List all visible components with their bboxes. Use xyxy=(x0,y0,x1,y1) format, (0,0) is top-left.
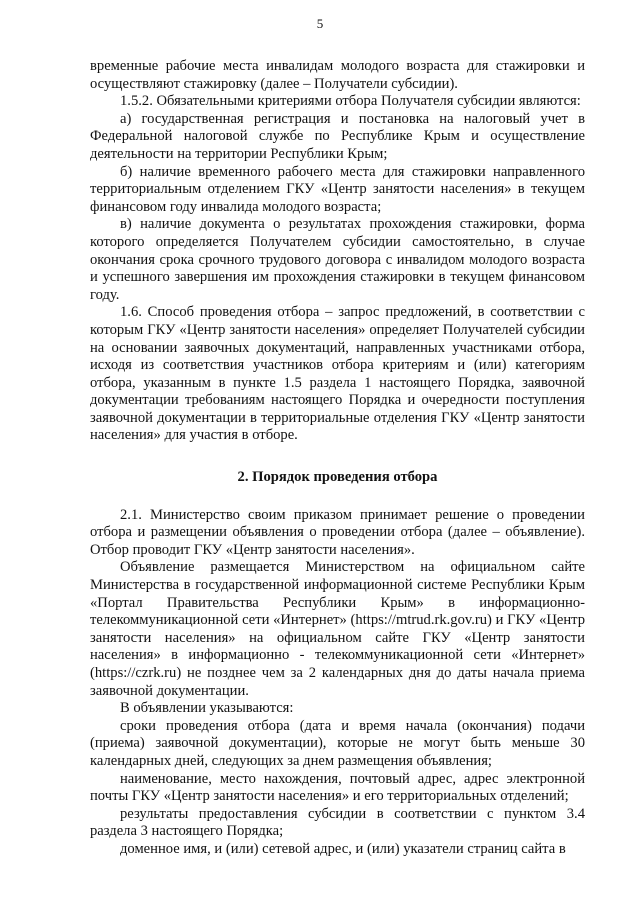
paragraph-2-1: 2.1. Министерство своим приказом принимает решение о проведении отбора и размещении объявления о проведении отбора (далее – объявление). Отбор проводит ГКУ «Центр занятости населения». xyxy=(90,506,585,558)
paragraph-announcement: Объявление размещается Министерством на официальном сайте Министерства в государственной информационной системе Республики Крым «Портал Правительства Республики Крым» в информационно-телекоммуникационной сети «Интернет» (https://mtrud.rk.gov.ru) и ГКУ «Центр занятости населения» на официальном сайте ГКУ «Центр занятости населения» в информационно - телекоммуникационной сети «Интернет» (https://czrk.ru) не позднее чем за 2 календарных дня до даты начала приема заявочной документации. xyxy=(90,559,585,699)
paragraph-contacts: наименование, место нахождения, почтовый адрес, адрес электронной почты ГКУ «Центр занятости населения» и его территориальных отделений; xyxy=(90,770,585,805)
paragraph-1-5-2: 1.5.2. Обязательными критериями отбора Получателя субсидии являются: xyxy=(120,93,581,110)
paragraph-deadlines: сроки проведения отбора (дата и время начала (окончания) подачи (приема) заявочной документации), которые не могут быть меньше 30 календарных дней, следующих за днем размещения объявления; xyxy=(90,717,585,769)
paragraph-results: результаты предоставления субсидии в соответствии с пунктом 3.4 раздела 3 настоящего Порядка; xyxy=(90,805,585,840)
paragraph-continuation: временные рабочие места инвалидам молодого возраста для стажировки и осуществляют стажировку (далее – Получатели субсидии). xyxy=(90,58,585,92)
paragraph-1-6: 1.6. Способ проведения отбора – запрос предложений, в соответствии с которым ГКУ «Центр занятости населения» определяет Получателей субсидии на основании заявочных документаций, направленных участниками отбора, исходя из соответствия участников отбора критериям и (или) категориям отбора, указанным в пункте 1.5 раздела 1 настоящего Порядка, заявочной документации требованиям настоящего Порядка и очередности поступления заявочной документации в территориальные отделения ГКУ «Центр занятости населения» для участия в отборе. xyxy=(90,304,585,444)
page-number: 5 xyxy=(316,16,324,31)
section-heading: 2. Порядок проведения отбора xyxy=(237,469,438,486)
paragraph-criterion-b: б) наличие временного рабочего места для стажировки направленного территориальным отделением ГКУ «Центр занятости населения» в текущем финансовом году инвалида молодого возраста; xyxy=(90,163,585,215)
paragraph-announcement-contents: В объявлении указываются: xyxy=(120,700,294,717)
document-body xyxy=(90,58,585,859)
paragraph-criterion-a: а) государственная регистрация и постановка на налоговый учет в Федеральной налоговой службе по Республике Крым и осуществление деятельности на территории Республики Крым; xyxy=(90,110,585,162)
paragraph-domain: доменное имя, и (или) сетевой адрес, и (или) указатели страниц сайта в xyxy=(120,840,566,857)
paragraph-criterion-c: в) наличие документа о результатах прохождения стажировки, форма которого определяется Получателем субсидии самостоятельно, в случае окончания срока срочного трудового договора с инвалидом молодого возраста и успешного завершения им прохождения стажировки в текущем финансовом году. xyxy=(90,216,585,303)
